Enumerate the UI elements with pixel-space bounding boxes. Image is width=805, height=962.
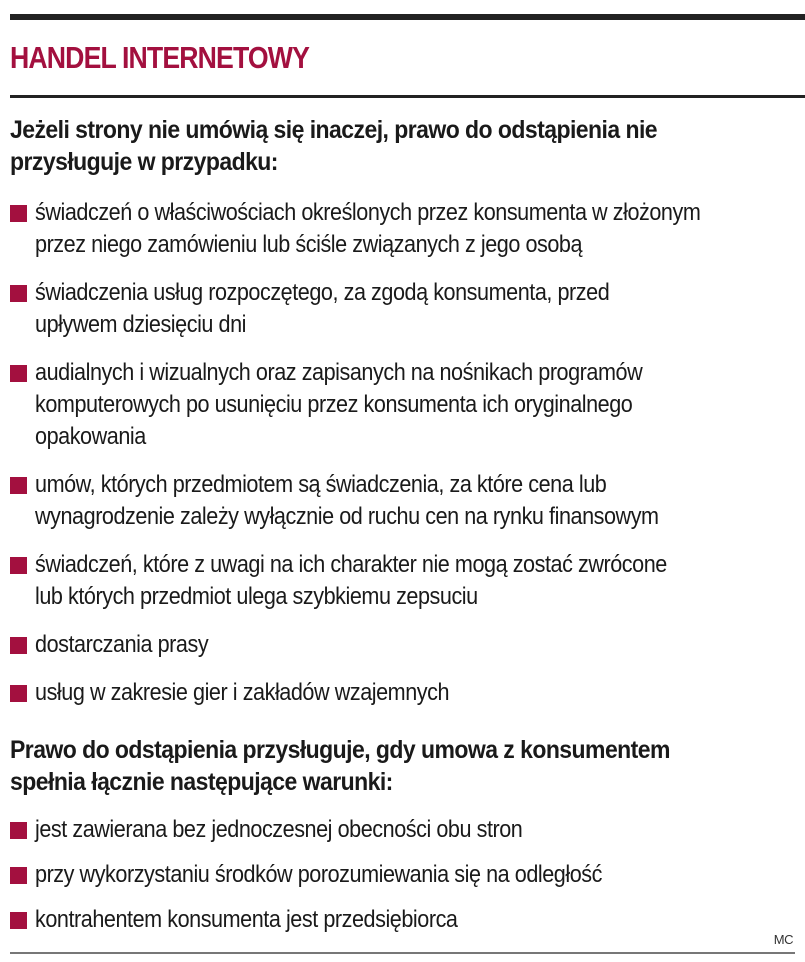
author-credit: MC xyxy=(773,932,793,947)
square-bullet-icon xyxy=(10,365,27,382)
item-text-line: umów, których przedmiotem są świadczenia, za które cena lub xyxy=(35,471,607,498)
square-bullet-icon xyxy=(10,285,27,302)
square-bullet-icon xyxy=(10,205,27,222)
heading-line: przysługuje w przypadku: xyxy=(10,148,278,176)
top-rule xyxy=(10,14,805,20)
box-title: HANDEL INTERNETOWY xyxy=(10,40,310,75)
square-bullet-icon xyxy=(10,557,27,574)
section1-heading xyxy=(10,114,657,178)
item-text-line: przez niego zamówieniu lub ściśle związanych z jego osobą xyxy=(35,231,583,258)
item-text-line: audialnych i wizualnych oraz zapisanych na nośnikach programów xyxy=(35,359,643,386)
list-item xyxy=(10,469,805,533)
list-item xyxy=(10,357,805,453)
list-item xyxy=(10,549,805,613)
bottom-rule xyxy=(10,952,795,954)
list-item xyxy=(10,814,805,846)
item-text-line: opakowania xyxy=(35,423,146,450)
list-item xyxy=(10,859,805,891)
list-item xyxy=(10,677,805,709)
item-text-line: wynagrodzenie zależy wyłącznie od ruchu cen na rynku finansowym xyxy=(35,503,659,530)
square-bullet-icon xyxy=(10,867,27,884)
item-text-line: świadczenia usług rozpoczętego, za zgodą konsumenta, przed xyxy=(35,279,610,306)
square-bullet-icon xyxy=(10,685,27,702)
list-item xyxy=(10,197,805,261)
item-text-line: dostarczania prasy xyxy=(35,631,209,658)
item-text-line: usług w zakresie gier i zakładów wzajemnych xyxy=(35,679,450,706)
item-text-line: kontrahentem konsumenta jest przedsiębiorca xyxy=(35,906,458,933)
square-bullet-icon xyxy=(10,822,27,839)
heading-line: spełnia łącznie następujące warunki: xyxy=(10,768,393,796)
list-item xyxy=(10,277,805,341)
item-text-line: upływem dziesięciu dni xyxy=(35,311,247,338)
list-item xyxy=(10,904,805,936)
section2-list xyxy=(10,814,805,949)
item-text-line: przy wykorzystaniu środków porozumiewania się na odległość xyxy=(35,861,602,888)
item-text-line: lub których przedmiot ulega szybkiemu zepsuciu xyxy=(35,583,478,610)
list-item xyxy=(10,629,805,661)
square-bullet-icon xyxy=(10,637,27,654)
heading-line: Prawo do odstąpienia przysługuje, gdy umowa z konsumentem xyxy=(10,736,670,764)
square-bullet-icon xyxy=(10,912,27,929)
square-bullet-icon xyxy=(10,477,27,494)
section2-heading xyxy=(10,734,670,798)
heading-line: Jeżeli strony nie umówią się inaczej, prawo do odstąpienia nie xyxy=(10,116,658,144)
title-rule xyxy=(10,95,805,98)
item-text-line: jest zawierana bez jednoczesnej obecności obu stron xyxy=(35,816,523,843)
item-text-line: świadczeń o właściwościach określonych przez konsumenta w złożonym xyxy=(35,199,701,226)
section1-list xyxy=(10,197,805,725)
item-text-line: świadczeń, które z uwagi na ich charakter nie mogą zostać zwrócone xyxy=(35,551,667,578)
item-text-line: komputerowych po usunięciu przez konsumenta ich oryginalnego xyxy=(35,391,633,418)
